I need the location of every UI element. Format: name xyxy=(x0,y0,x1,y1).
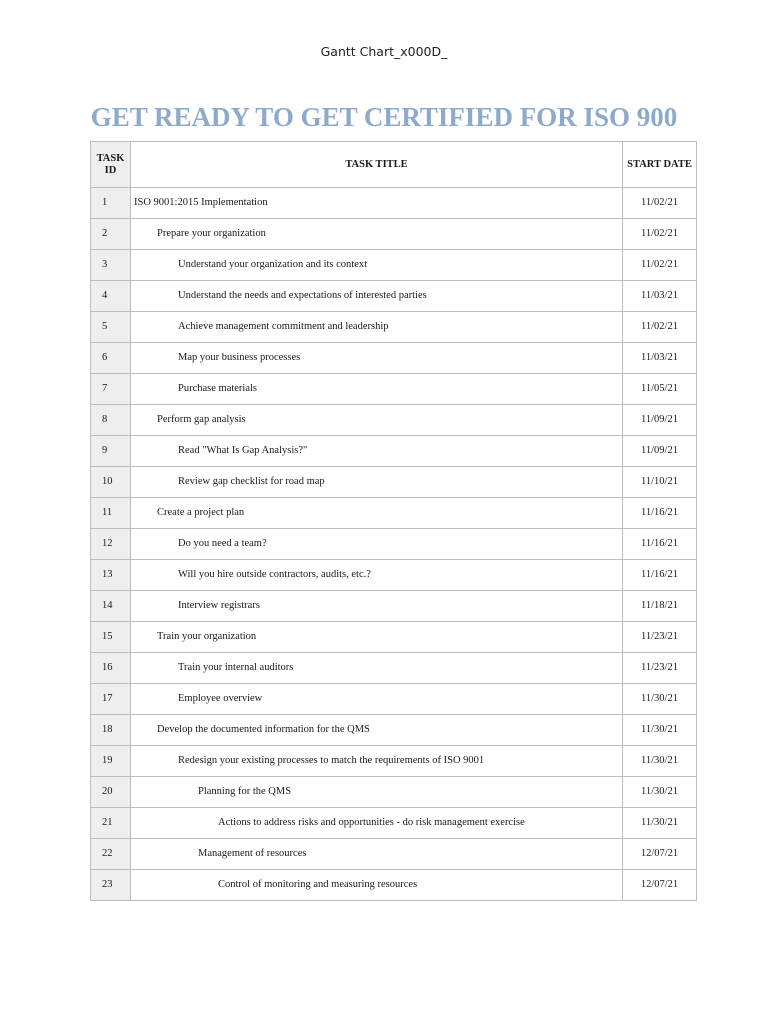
table-row xyxy=(91,219,697,250)
task-title-text: Achieve management commitment and leadership xyxy=(178,321,389,332)
task-title-text: Prepare your organization xyxy=(157,228,266,239)
task-title-text: ISO 9001:2015 Implementation xyxy=(134,197,268,208)
task-id-cell: 11 xyxy=(91,498,131,529)
table-row xyxy=(91,870,697,901)
task-title-cell xyxy=(131,684,623,715)
task-title-text: Will you hire outside contractors, audits, etc.? xyxy=(178,569,371,580)
task-title-text: Understand the needs and expectations of interested parties xyxy=(178,290,427,301)
start-date-cell: 11/18/21 xyxy=(623,591,697,622)
start-date-cell: 11/09/21 xyxy=(623,436,697,467)
task-id-cell: 15 xyxy=(91,622,131,653)
task-title-text: Do you need a team? xyxy=(178,538,267,549)
start-date-cell: 11/10/21 xyxy=(623,467,697,498)
table-row xyxy=(91,653,697,684)
table-row xyxy=(91,374,697,405)
task-title-cell xyxy=(131,715,623,746)
task-id-cell: 23 xyxy=(91,870,131,901)
task-id-cell: 1 xyxy=(91,188,131,219)
task-title-text: Management of resources xyxy=(198,848,307,859)
start-date-cell: 11/30/21 xyxy=(623,808,697,839)
start-date-cell: 11/30/21 xyxy=(623,715,697,746)
task-title-text: Review gap checklist for road map xyxy=(178,476,325,487)
task-title-text: Employee overview xyxy=(178,693,263,704)
start-date-cell: 11/02/21 xyxy=(623,188,697,219)
task-table xyxy=(90,141,697,901)
column-header-task-title: TASK TITLE xyxy=(131,142,623,188)
task-title-text: Redesign your existing processes to match the requirements of ISO 9001 xyxy=(178,755,485,766)
task-title-cell xyxy=(131,560,623,591)
start-date-cell: 11/03/21 xyxy=(623,281,697,312)
task-title-text: Train your internal auditors xyxy=(178,662,294,673)
task-id-cell: 10 xyxy=(91,467,131,498)
start-date-cell: 11/23/21 xyxy=(623,653,697,684)
task-id-cell: 17 xyxy=(91,684,131,715)
table-row xyxy=(91,436,697,467)
task-title-cell xyxy=(131,374,623,405)
task-title-cell xyxy=(131,870,623,901)
table-row xyxy=(91,405,697,436)
task-id-cell: 4 xyxy=(91,281,131,312)
task-title-cell xyxy=(131,746,623,777)
table-row xyxy=(91,281,697,312)
start-date-cell: 11/16/21 xyxy=(623,560,697,591)
task-id-cell: 21 xyxy=(91,808,131,839)
task-title-cell xyxy=(131,188,623,219)
table-row xyxy=(91,746,697,777)
task-title-text: Actions to address risks and opportunities - do risk management exercise xyxy=(218,817,525,828)
task-title-cell xyxy=(131,591,623,622)
task-title-text: Planning for the QMS xyxy=(198,786,292,797)
document-title: GET READY TO GET CERTIFIED FOR ISO 900 xyxy=(90,102,678,132)
task-id-cell: 6 xyxy=(91,343,131,374)
task-id-cell: 5 xyxy=(91,312,131,343)
table-row xyxy=(91,839,697,870)
task-id-cell: 3 xyxy=(91,250,131,281)
task-title-cell xyxy=(131,281,623,312)
task-id-cell: 16 xyxy=(91,653,131,684)
table-row xyxy=(91,343,697,374)
task-table-body xyxy=(91,188,697,901)
start-date-cell: 11/02/21 xyxy=(623,219,697,250)
task-title-cell xyxy=(131,343,623,374)
table-row xyxy=(91,684,697,715)
task-title-cell xyxy=(131,250,623,281)
task-id-cell: 14 xyxy=(91,591,131,622)
page-header: Gantt Chart_x000D_ xyxy=(320,44,448,59)
task-id-cell: 12 xyxy=(91,529,131,560)
task-id-cell: 8 xyxy=(91,405,131,436)
start-date-cell: 11/30/21 xyxy=(623,684,697,715)
start-date-cell: 11/16/21 xyxy=(623,498,697,529)
task-title-cell xyxy=(131,839,623,870)
table-row xyxy=(91,498,697,529)
task-title-cell xyxy=(131,467,623,498)
task-title-text: Train your organization xyxy=(157,631,257,642)
table-row xyxy=(91,777,697,808)
table-row xyxy=(91,250,697,281)
start-date-cell: 11/05/21 xyxy=(623,374,697,405)
table-row xyxy=(91,560,697,591)
start-date-cell: 11/30/21 xyxy=(623,777,697,808)
task-title-cell xyxy=(131,219,623,250)
task-title-text: Create a project plan xyxy=(157,507,245,518)
task-title-text: Control of monitoring and measuring resources xyxy=(218,879,418,890)
task-id-cell: 13 xyxy=(91,560,131,591)
task-title-text: Map your business processes xyxy=(178,352,301,363)
task-title-text: Perform gap analysis xyxy=(157,414,246,425)
table-row xyxy=(91,312,697,343)
task-title-cell xyxy=(131,436,623,467)
task-title-cell xyxy=(131,653,623,684)
start-date-cell: 11/02/21 xyxy=(623,312,697,343)
task-id-cell: 9 xyxy=(91,436,131,467)
task-title-text: Develop the documented information for the QMS xyxy=(157,724,370,735)
column-header-task-id: TASK ID xyxy=(91,142,131,188)
column-header-start-date: START DATE xyxy=(623,142,697,188)
task-title-cell xyxy=(131,405,623,436)
table-row xyxy=(91,591,697,622)
task-table-container xyxy=(90,141,696,901)
task-title-cell xyxy=(131,498,623,529)
table-row xyxy=(91,622,697,653)
start-date-cell: 11/03/21 xyxy=(623,343,697,374)
table-row xyxy=(91,188,697,219)
task-id-cell: 2 xyxy=(91,219,131,250)
task-title-cell xyxy=(131,312,623,343)
task-title-text: Purchase materials xyxy=(178,383,258,394)
task-title-cell xyxy=(131,808,623,839)
task-title-cell xyxy=(131,529,623,560)
start-date-cell: 12/07/21 xyxy=(623,839,697,870)
table-header-row xyxy=(91,142,697,188)
task-title-cell xyxy=(131,777,623,808)
start-date-cell: 11/09/21 xyxy=(623,405,697,436)
table-row xyxy=(91,529,697,560)
table-row xyxy=(91,715,697,746)
task-title-text: Read "What Is Gap Analysis?" xyxy=(178,445,308,456)
start-date-cell: 11/16/21 xyxy=(623,529,697,560)
start-date-cell: 12/07/21 xyxy=(623,870,697,901)
start-date-cell: 11/30/21 xyxy=(623,746,697,777)
task-id-cell: 18 xyxy=(91,715,131,746)
task-id-cell: 20 xyxy=(91,777,131,808)
task-id-cell: 22 xyxy=(91,839,131,870)
start-date-cell: 11/02/21 xyxy=(623,250,697,281)
start-date-cell: 11/23/21 xyxy=(623,622,697,653)
task-id-cell: 7 xyxy=(91,374,131,405)
table-row xyxy=(91,808,697,839)
task-id-cell: 19 xyxy=(91,746,131,777)
table-row xyxy=(91,467,697,498)
task-title-text: Interview registrars xyxy=(178,600,260,611)
task-title-cell xyxy=(131,622,623,653)
task-title-text: Understand your organization and its context xyxy=(178,259,368,270)
